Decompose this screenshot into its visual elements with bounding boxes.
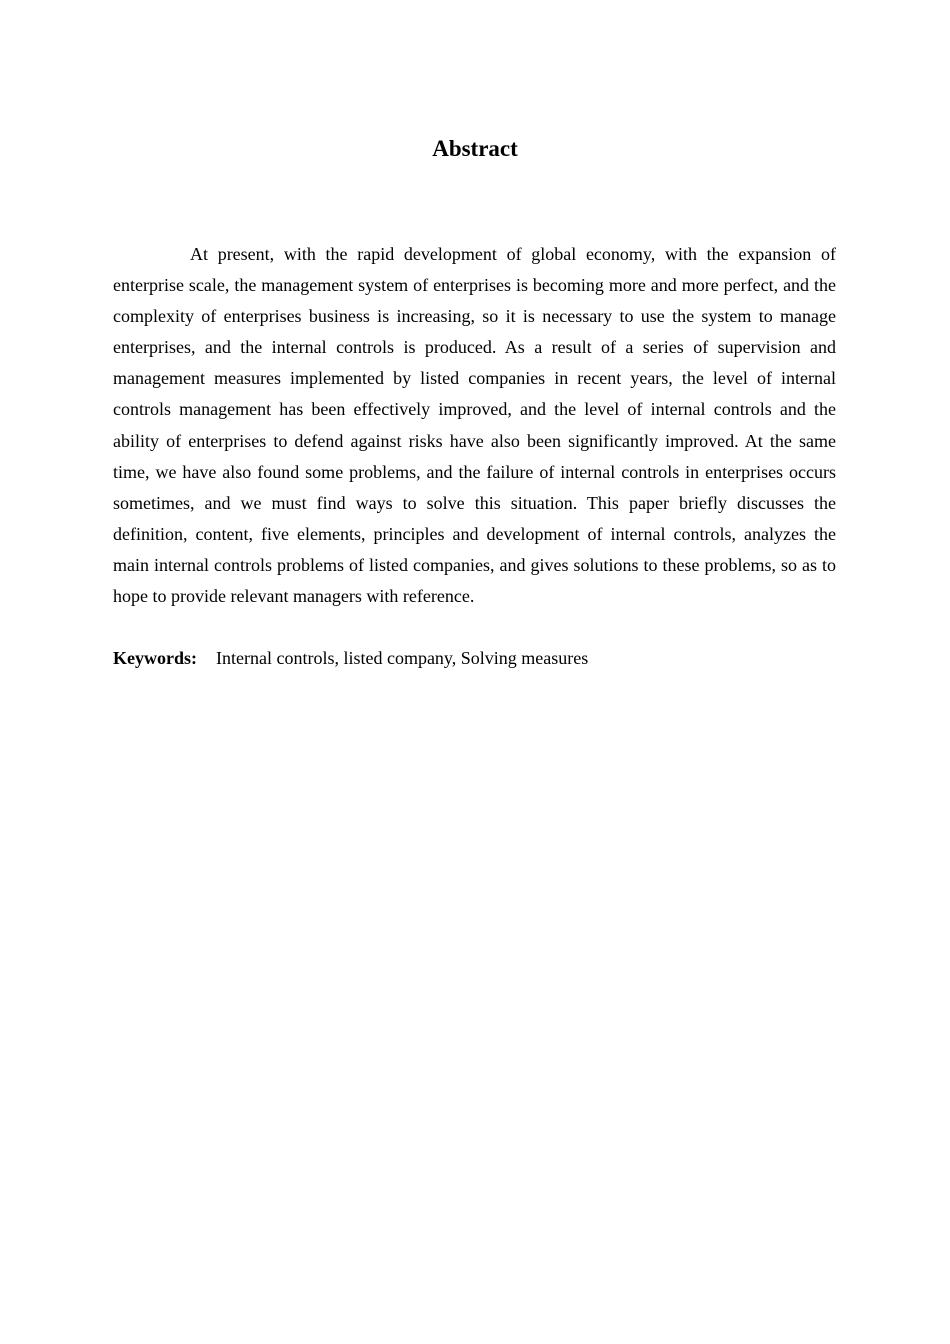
- abstract-paragraph: At present, with the rapid development of global economy, with the expansion of enterprise scale, the management system of enterprises is becoming more and more perfect, and the complexity of enterprises business is increasing, so it is necessary to use the system to manage enterprises, and the internal controls is produced. As a result of a series of supervision and management measures implemented by listed companies in recent years, the level of internal controls management has been effectively improved, and the level of internal controls and the ability of enterprises to defend against risks have also been significantly improved. At the same time, we have also found some problems, and the failure of internal controls in enterprises occurs sometimes, and we must find ways to solve this situation. This paper briefly discusses the definition, content, five elements, principles and development of internal controls, analyzes the main internal controls problems of listed companies, and gives solutions to these problems, so as to hope to provide relevant managers with reference.: [113, 244, 836, 607]
- keywords-value: Internal controls, listed company, Solving measures: [216, 648, 589, 668]
- keywords-line: [113, 643, 836, 674]
- page-title: Abstract: [432, 136, 518, 161]
- keywords-label: Keywords:: [113, 648, 197, 668]
